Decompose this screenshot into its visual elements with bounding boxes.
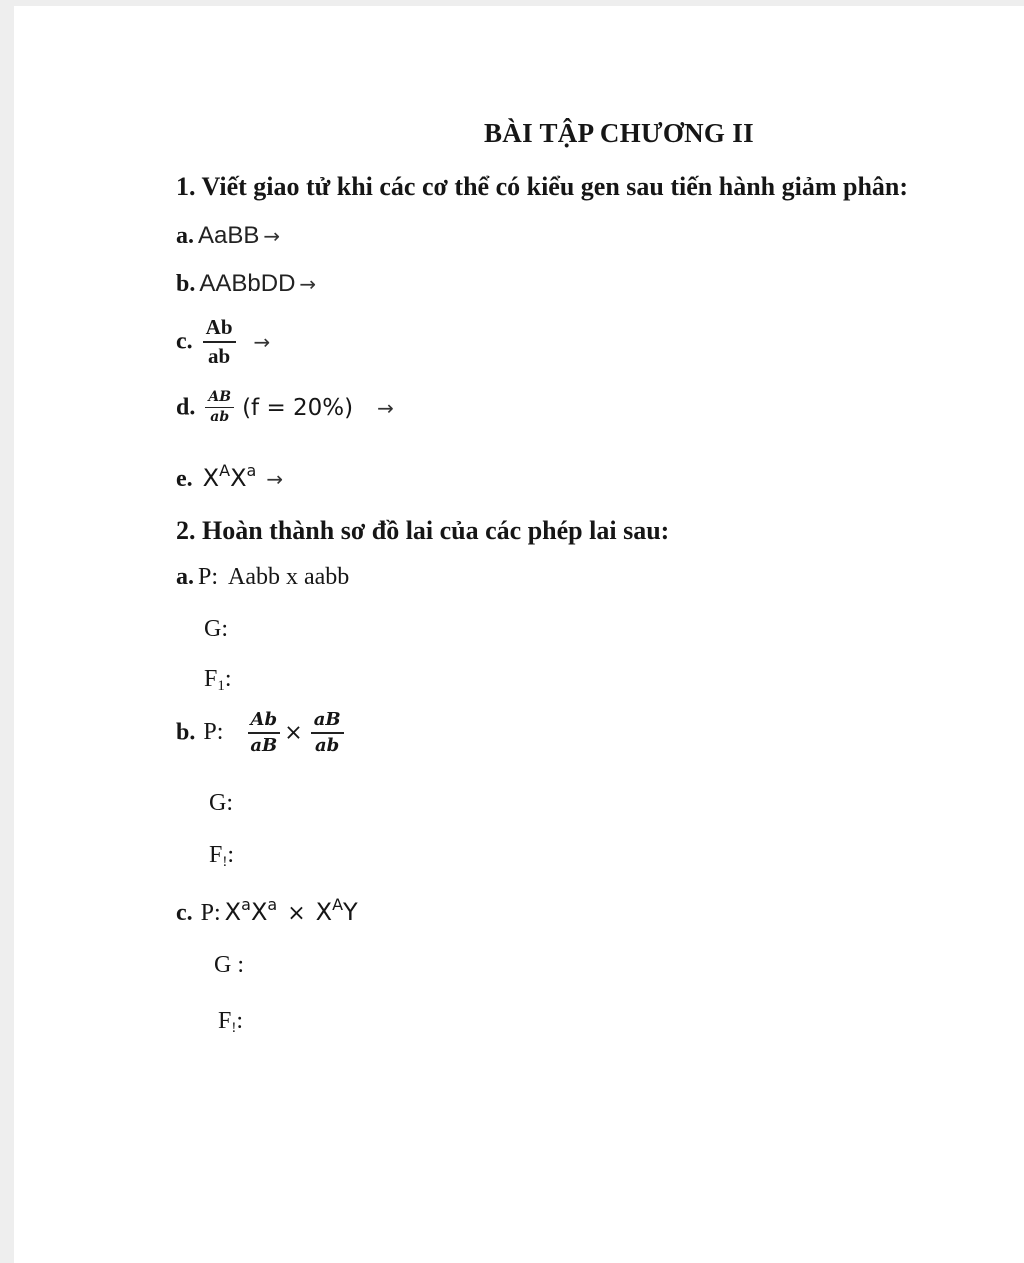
allele: A [332, 895, 344, 914]
chromosome-x: X [224, 898, 242, 926]
part-label: a. [176, 564, 194, 590]
genotype-fraction [205, 390, 234, 426]
p-label: P: [198, 564, 219, 590]
p-label: P: [200, 900, 221, 926]
allele: a [267, 895, 278, 914]
f-colon: : [227, 842, 235, 868]
fraction-denominator: aB [250, 734, 278, 756]
question-1-heading: 1. Viết giao tử khi các cơ thể có kiểu gen sau tiến hành giảm phân: [176, 172, 909, 201]
fraction-numerator: Ab [248, 710, 281, 734]
chromosome-y: Y [343, 898, 358, 926]
chromosome-x: X [230, 464, 247, 492]
q2-part-c-gametes: G : [214, 952, 244, 978]
q2-part-b-gametes: G: [209, 790, 233, 816]
q1-item-a [176, 222, 280, 250]
f-subscript: ! [222, 854, 228, 870]
arrow-icon: → [263, 224, 281, 248]
q2-part-a-parents [176, 564, 349, 591]
fraction-numerator: Ab [203, 316, 236, 343]
genotype: AaBB [198, 222, 260, 249]
q2-part-a-offspring [204, 666, 232, 693]
part-label: c. [176, 900, 193, 926]
q2-part-b-offspring [209, 842, 234, 869]
genotype-fraction [203, 316, 236, 368]
recombination-frequency: (f = 20%) [242, 394, 354, 421]
arrow-icon: → [299, 272, 317, 296]
allele: a [246, 461, 257, 480]
cross-symbol: × [284, 720, 303, 746]
allele: a [241, 895, 251, 914]
item-label: c. [176, 328, 193, 355]
parent-2-genotype [315, 895, 358, 926]
part-label: b. [176, 719, 196, 746]
genotype: AABbDD [199, 270, 296, 297]
q1-item-c [176, 316, 270, 368]
question-2-heading: 2. Hoàn thành sơ đồ lai của các phép lai sau: [176, 516, 670, 545]
f-label: F [204, 666, 218, 692]
f-label: F [209, 842, 223, 868]
chromosome-x: X [315, 898, 333, 926]
arrow-icon: → [377, 395, 394, 420]
fraction-numerator: aB [311, 710, 344, 734]
allele: A [219, 461, 231, 480]
q1-item-b [176, 270, 316, 298]
genotype [202, 461, 257, 492]
fraction-denominator: ab [315, 734, 340, 756]
fraction-numerator: AB [205, 390, 234, 408]
q2-part-a-gametes: G: [204, 616, 228, 642]
f-subscript: 1 [217, 678, 225, 694]
chromosome-x: X [250, 898, 268, 926]
arrow-icon: → [266, 467, 284, 491]
item-label: e. [176, 466, 193, 492]
p-label: P: [203, 719, 224, 746]
q1-item-d [176, 390, 394, 426]
f-colon: : [236, 1008, 244, 1034]
parent-2-genotype [311, 710, 344, 756]
parent-1-genotype [224, 895, 278, 926]
f-label: F [218, 1008, 232, 1034]
item-label: d. [176, 394, 196, 421]
fraction-denominator: ab [207, 344, 231, 369]
q2-part-c-parents [176, 895, 358, 927]
cross-genotypes: Aabb x aabb [228, 564, 350, 590]
f-subscript: ! [231, 1020, 237, 1036]
f-colon: : [224, 666, 232, 692]
q1-item-e [176, 461, 284, 493]
item-label: b. [176, 271, 196, 297]
document-title: BÀI TẬP CHƯƠNG II [484, 118, 754, 148]
chromosome-x: X [202, 464, 220, 492]
cross-symbol: × [287, 901, 306, 926]
document-page [14, 6, 1024, 1263]
item-label: a. [176, 223, 194, 249]
arrow-icon: → [253, 330, 271, 355]
parent-1-genotype [247, 710, 280, 756]
q2-part-c-offspring [218, 1008, 243, 1035]
fraction-denominator: ab [210, 409, 230, 426]
q2-part-b-parents [176, 710, 344, 756]
